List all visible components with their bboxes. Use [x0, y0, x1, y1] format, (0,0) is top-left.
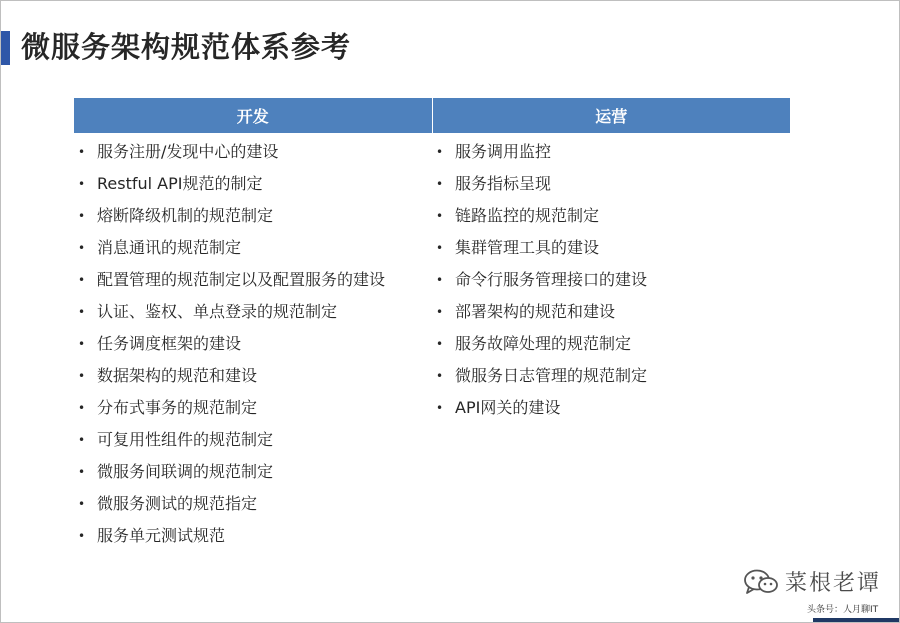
bullet-icon: •: [78, 145, 86, 159]
header-operations: 运营: [432, 98, 791, 133]
operations-item: [432, 360, 790, 392]
development-item-label: Restful API规范的制定: [97, 174, 263, 193]
bullet-icon: •: [436, 241, 444, 255]
development-item-label: 任务调度框架的建设: [97, 334, 242, 353]
development-item: [74, 360, 432, 392]
watermark: [743, 566, 881, 597]
development-item: [74, 136, 432, 168]
bullet-icon: •: [78, 497, 86, 511]
bullet-icon: •: [78, 369, 86, 383]
bullet-icon: •: [436, 273, 444, 287]
operations-item-label: 微服务日志管理的规范制定: [455, 366, 648, 385]
bullet-icon: •: [436, 401, 444, 415]
development-item: [74, 328, 432, 360]
development-item: [74, 488, 432, 520]
wechat-icon: [743, 568, 779, 596]
bullet-icon: •: [78, 401, 86, 415]
development-item: [74, 456, 432, 488]
bullet-icon: •: [78, 177, 86, 191]
development-item-label: 配置管理的规范制定以及配置服务的建设: [97, 270, 386, 289]
operations-item-label: 服务指标呈现: [455, 174, 552, 193]
development-item-label: 服务注册/发现中心的建设: [97, 142, 279, 161]
table-body: [74, 133, 790, 552]
header-development: 开发: [74, 98, 432, 133]
operations-item-label: 服务故障处理的规范制定: [455, 334, 632, 353]
development-item: [74, 296, 432, 328]
operations-item-label: 命令行服务管理接口的建设: [455, 270, 648, 289]
operations-item: [432, 328, 790, 360]
operations-item: [432, 296, 790, 328]
operations-item: [432, 264, 790, 296]
bullet-icon: •: [78, 241, 86, 255]
corner-divider: [813, 618, 899, 622]
bullet-icon: •: [436, 177, 444, 191]
development-item: [74, 424, 432, 456]
development-item-label: 分布式事务的规范制定: [97, 398, 258, 417]
development-item: [74, 168, 432, 200]
operations-item-label: 链路监控的规范制定: [455, 206, 600, 225]
title-accent-bar: [1, 31, 10, 65]
development-item: [74, 392, 432, 424]
bullet-icon: •: [436, 337, 444, 351]
bullet-icon: •: [78, 273, 86, 287]
bullet-icon: •: [78, 529, 86, 543]
development-item-label: 微服务测试的规范指定: [97, 494, 258, 513]
development-item-label: 消息通讯的规范制定: [97, 238, 242, 257]
bullet-icon: •: [78, 305, 86, 319]
development-item-label: 数据架构的规范和建设: [97, 366, 258, 385]
bullet-icon: •: [78, 209, 86, 223]
operations-item: [432, 200, 790, 232]
bullet-icon: •: [436, 369, 444, 383]
operations-item-label: API网关的建设: [455, 398, 561, 417]
operations-item: [432, 392, 790, 424]
bullet-icon: •: [436, 305, 444, 319]
operations-item: [432, 168, 790, 200]
table-header: [74, 98, 790, 133]
operations-item-label: 服务调用监控: [455, 142, 552, 161]
development-item: [74, 264, 432, 296]
bullet-icon: •: [78, 465, 86, 479]
operations-item-label: 集群管理工具的建设: [455, 238, 600, 257]
operations-item: [432, 136, 790, 168]
development-item-label: 认证、鉴权、单点登录的规范制定: [97, 302, 338, 321]
development-item-label: 服务单元测试规范: [97, 526, 226, 545]
page-title: 微服务架构规范体系参考: [21, 30, 352, 64]
reference-table: [74, 98, 790, 552]
bullet-icon: •: [436, 209, 444, 223]
source-label: 头条号：人月聊IT: [807, 605, 879, 615]
bullet-icon: •: [78, 337, 86, 351]
operations-list: [432, 133, 790, 552]
development-item: [74, 520, 432, 552]
development-item: [74, 200, 432, 232]
operations-item-label: 部署架构的规范和建设: [455, 302, 616, 321]
watermark-name: 菜根老谭: [785, 571, 882, 596]
operations-item: [432, 232, 790, 264]
development-list: [74, 133, 432, 552]
development-item: [74, 232, 432, 264]
development-item-label: 可复用性组件的规范制定: [97, 430, 274, 449]
development-item-label: 微服务间联调的规范制定: [97, 462, 274, 481]
bullet-icon: •: [78, 433, 86, 447]
development-item-label: 熔断降级机制的规范制定: [97, 206, 274, 225]
bullet-icon: •: [436, 145, 444, 159]
